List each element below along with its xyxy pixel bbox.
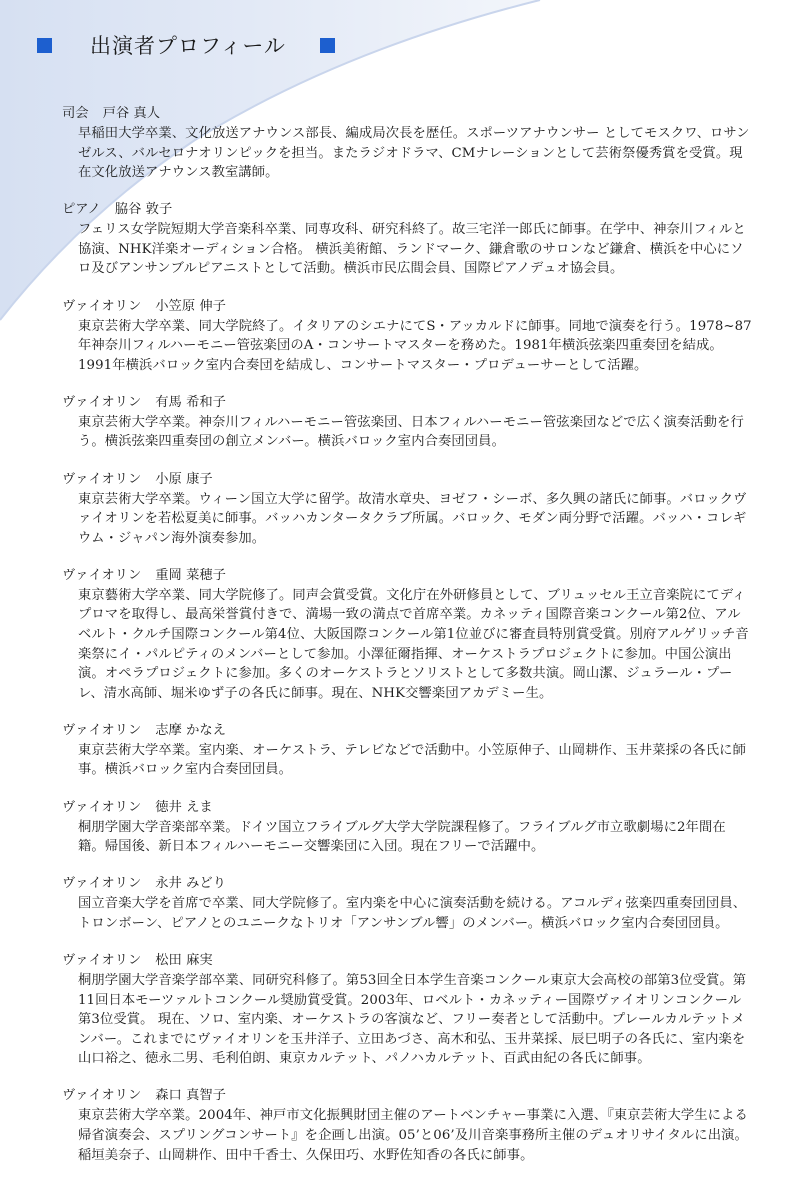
profile-entry xyxy=(62,951,752,1069)
profile-role: 司会 xyxy=(62,106,89,121)
profile-name: 小原 康子 xyxy=(155,471,213,487)
profile-role: ピアノ xyxy=(62,202,101,218)
profile-role: ヴァイオリン xyxy=(62,876,142,892)
profile-name: 小笠原 伸子 xyxy=(155,298,226,314)
profile-name: 有馬 希和子 xyxy=(155,394,226,410)
profile-name: 徳井 えま xyxy=(155,799,213,815)
profile-bio: 東京芸術大学卒業。2004年、神戸市文化振興財団主催のアートベンチャー事業に入選、『東京芸術大学生による帰省演奏会、スプリングコンサート』を企画し出演。05’と06’及川音楽事務所主催のデュオリサイタルに出演。稲垣美奈子、山岡耕作、田中千香士、久保田巧、水野佐知香の各氏に師事。 xyxy=(78,1108,748,1163)
profile-entry xyxy=(62,721,752,780)
profile-role: ヴァイオリン xyxy=(62,799,142,815)
profile-role: ヴァイオリン xyxy=(62,394,142,410)
profile-heading xyxy=(62,393,752,413)
profile-name: 志摩 かなえ xyxy=(155,722,226,738)
profile-heading xyxy=(62,798,752,818)
profile-entry xyxy=(62,470,752,549)
profile-name: 重岡 菜穂子 xyxy=(155,567,226,583)
profile-entry xyxy=(62,104,752,183)
profile-entry xyxy=(62,200,752,279)
profile-entry xyxy=(62,393,752,452)
profile-heading xyxy=(62,200,752,220)
header-square-right xyxy=(320,38,335,53)
profile-entry xyxy=(62,566,752,704)
profile-heading xyxy=(62,470,752,490)
profile-list xyxy=(62,104,752,1183)
profile-bio: 東京芸術大学卒業、同大学院終了。イタリアのシエナにてS・アッカルドに師事。同地で演奏を行う。1978~87年神奈川フィルハーモニー管弦楽団のA・コンサートマスターを務めた。1981年横浜弦楽四重奏団を結成。1991年横浜バロック室内合奏団を結成し、コンサートマスター・プロデューサーとして活躍。 xyxy=(78,318,752,373)
profile-bio: 東京芸術大学卒業。室内楽、オーケストラ、テレビなどで活動中。小笠原伸子、山岡耕作、玉井菜採の各氏に師事。横浜バロック室内合奏団団員。 xyxy=(78,742,746,778)
profile-role: ヴァイオリン xyxy=(62,952,142,968)
profile-role: ヴァイオリン xyxy=(62,1088,142,1104)
profile-role: ヴァイオリン xyxy=(62,471,142,487)
profile-name: 脇谷 敦子 xyxy=(114,202,173,218)
profile-heading xyxy=(62,297,752,317)
page-header xyxy=(37,30,335,60)
profile-bio: フェリス女学院短期大学音楽科卒業、同専攻科、研究科終了。故三宅洋一郎氏に師事。在学中、神奈川フィルと協演、NHK洋楽オーディション合格。 横浜美術館、ランドマーク、鎌倉歌のサロンなど鎌倉、横浜を中心にソロ及びアンサンブルピアニストとして活動。横浜市民広間会員、国際ピアノデュオ協会員。 xyxy=(78,222,746,277)
profile-role: ヴァイオリン xyxy=(62,722,142,738)
page-title: 出演者プロフィール xyxy=(90,34,286,58)
profile-bio: 東京芸術大学卒業。神奈川フィルハーモニー管弦楽団、日本フィルハーモニー管弦楽団などで広く演奏活動を行う。横浜弦楽四重奏団の創立メンバー。横浜バロック室内合奏団団員。 xyxy=(78,414,744,450)
profile-name: 永井 みどり xyxy=(155,876,226,892)
profile-heading xyxy=(62,874,752,894)
profile-entry xyxy=(62,297,752,376)
profile-role: ヴァイオリン xyxy=(62,298,142,314)
profile-name: 森口 真智子 xyxy=(155,1088,226,1104)
profile-heading xyxy=(62,951,752,971)
profile-bio: 早稲田大学卒業、文化放送アナウンス部長、編成局次長を歴任。スポーツアナウンサー としてモスクワ、ロサンゼルス、バルセロナオリンピックを担当。またラジオドラマ、CMナレーションとして芸術祭優秀賞を受賞。現在文化放送アナウンス教室講師。 xyxy=(78,126,750,181)
profile-heading xyxy=(62,721,752,741)
profile-entry xyxy=(62,798,752,857)
profile-bio: 桐朋学園大学音楽学部卒業、同研究科修了。第53回全日本学生音楽コンクール東京大会高校の部第3位受賞。第11回日本モーツァルトコンクール奨励賞受賞。2003年、ロベルト・カネッティー国際ヴァイオリンコンクール第3位受賞。 現在、ソロ、室内楽、オーケストラの客演など、フリー奏者として活動中。プレールカルテットメンバー。これまでにヴァイオリンを玉井洋子、立田あづさ、高木和弘、玉井菜採、辰巳明子の各氏に、室内楽を山口裕之、徳永二男、毛利伯朗、東京カルテット、パノハカルテット、百武由紀の各氏に師事。 xyxy=(78,972,747,1067)
profile-heading xyxy=(62,104,752,124)
profile-name: 戸谷 真人 xyxy=(102,106,161,121)
profile-heading xyxy=(62,1086,752,1106)
profile-heading xyxy=(62,566,752,586)
profile-bio: 東京藝術大学卒業、同大学院修了。同声会賞受賞。文化庁在外研修員として、ブリュッセル王立音楽院にてディプロマを取得し、最高栄誉賞付きで、満場一致の満点で首席卒業。カネッティ国際音楽コンクール第2位、アルベルト・クルチ国際コンクール第4位、大阪国際コンクール第1位並びに審査員特別賞受賞。別府アルゲリッチ音楽祭にイ・パルピティのメンバーとして参加。小澤征爾指揮、オーケストラプロジェクトに参加。中国公演出演。オペラプロジェクトに参加。多くのオーケストラとソリストとして多数共演。岡山潔、ジュラール・プーレ、清水高師、堀米ゆず子の各氏に師事。現在、NHK交響楽団アカデミー生。 xyxy=(78,587,749,701)
profile-role: ヴァイオリン xyxy=(62,567,142,583)
header-square-left xyxy=(37,38,52,53)
profile-bio: 国立音楽大学を首席で卒業、同大学院修了。室内楽を中心に演奏活動を続ける。アコルディ弦楽四重奏団団員、トロンボーン、ピアノとのユニークなトリオ「アンサンブル響」のメンバー。横浜バロック室内合奏団団員。 xyxy=(78,896,747,931)
profile-entry xyxy=(62,874,752,933)
profile-name: 松田 麻実 xyxy=(155,952,213,968)
profile-entry xyxy=(62,1086,752,1165)
profile-bio: 東京芸術大学卒業。ウィーン国立大学に留学。故清水章央、ヨゼフ・シーボ、多久興の諸氏に師事。バロックヴァイオリンを若松夏美に師事。バッハカンタータクラブ所属。バロック、モダン両分野で活躍。バッハ・コレギウム・ジャパン海外演奏参加。 xyxy=(78,491,747,546)
profile-bio: 桐朋学園大学音楽部卒業。ドイツ国立フライブルグ大学大学院課程修了。フライブルグ市立歌劇場に2年間在籍。帰国後、新日本フィルハーモニー交響楽団に入団。現在フリーで活躍中。 xyxy=(78,819,726,855)
